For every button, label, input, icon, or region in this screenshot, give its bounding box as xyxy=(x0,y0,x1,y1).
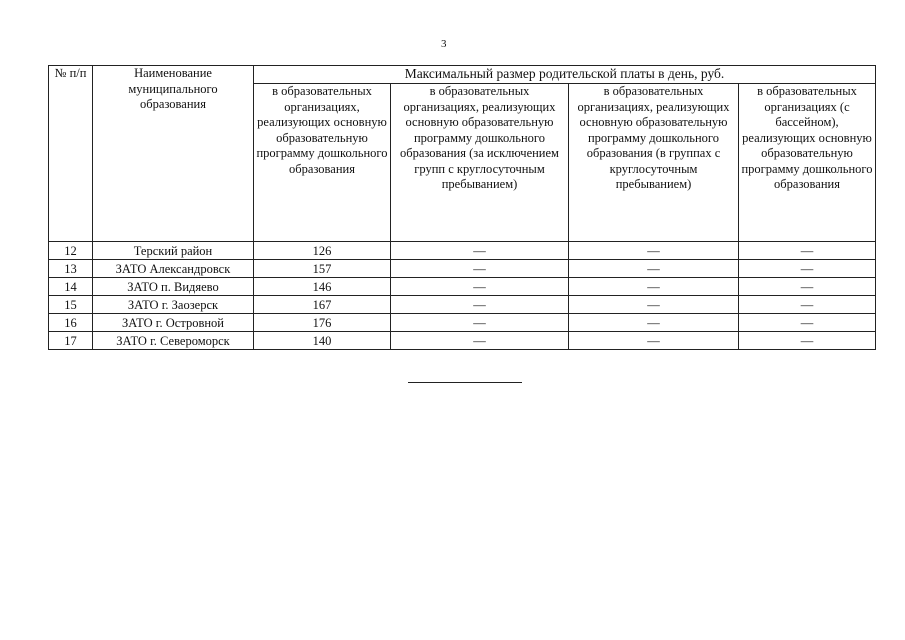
row-fee: 176 xyxy=(254,314,391,332)
header-subcol-3: в образовательных организациях, реализующих основную образовательную программу дошкольного образования (в группах с круглосуточным пребыванием) xyxy=(569,84,739,242)
row-name: ЗАТО г. Островной xyxy=(93,314,254,332)
row-fee: 126 xyxy=(254,242,391,260)
table-row xyxy=(49,314,876,332)
closing-rule xyxy=(408,382,522,383)
row-name: ЗАТО п. Видяево xyxy=(93,278,254,296)
row-num: 14 xyxy=(49,278,93,296)
row-fee: 167 xyxy=(254,296,391,314)
row-name: ЗАТО г. Заозерск xyxy=(93,296,254,314)
header-subcol-2: в образовательных организациях, реализующих основную образовательную программу дошкольного образования (за исключением групп с круглосуточным пребыванием) xyxy=(391,84,569,242)
fee-table xyxy=(48,65,876,350)
page-number: 3 xyxy=(441,38,447,50)
row-dash: — xyxy=(569,260,739,278)
row-dash: — xyxy=(739,332,876,350)
header-group-title: Максимальный размер родительской платы в день, руб. xyxy=(254,66,876,84)
header-subcol-1: в образовательных организациях, реализующих основную образовательную программу дошкольного образования xyxy=(254,84,391,242)
row-dash: — xyxy=(739,296,876,314)
row-dash: — xyxy=(739,278,876,296)
row-fee: 157 xyxy=(254,260,391,278)
row-dash: — xyxy=(391,296,569,314)
table-row xyxy=(49,260,876,278)
row-dash: — xyxy=(391,242,569,260)
row-num: 12 xyxy=(49,242,93,260)
row-dash: — xyxy=(391,260,569,278)
row-dash: — xyxy=(739,242,876,260)
table-row xyxy=(49,332,876,350)
row-dash: — xyxy=(391,332,569,350)
table-row xyxy=(49,242,876,260)
row-dash: — xyxy=(569,278,739,296)
row-dash: — xyxy=(391,314,569,332)
row-num: 15 xyxy=(49,296,93,314)
table-row xyxy=(49,296,876,314)
row-num: 13 xyxy=(49,260,93,278)
row-dash: — xyxy=(569,296,739,314)
row-name: ЗАТО г. Североморск xyxy=(93,332,254,350)
header-name: Наименование муниципального образования xyxy=(93,66,254,242)
header-subcol-4: в образовательных организациях (с бассейном), реализующих основную образовательную программу дошкольного образования xyxy=(739,84,876,242)
row-name: Терский район xyxy=(93,242,254,260)
row-num: 16 xyxy=(49,314,93,332)
row-dash: — xyxy=(569,314,739,332)
row-dash: — xyxy=(569,332,739,350)
header-num: № п/п xyxy=(49,66,93,242)
table-row xyxy=(49,278,876,296)
row-fee: 146 xyxy=(254,278,391,296)
row-dash: — xyxy=(739,314,876,332)
row-num: 17 xyxy=(49,332,93,350)
row-name: ЗАТО Александровск xyxy=(93,260,254,278)
row-dash: — xyxy=(391,278,569,296)
row-dash: — xyxy=(739,260,876,278)
row-fee: 140 xyxy=(254,332,391,350)
row-dash: — xyxy=(569,242,739,260)
